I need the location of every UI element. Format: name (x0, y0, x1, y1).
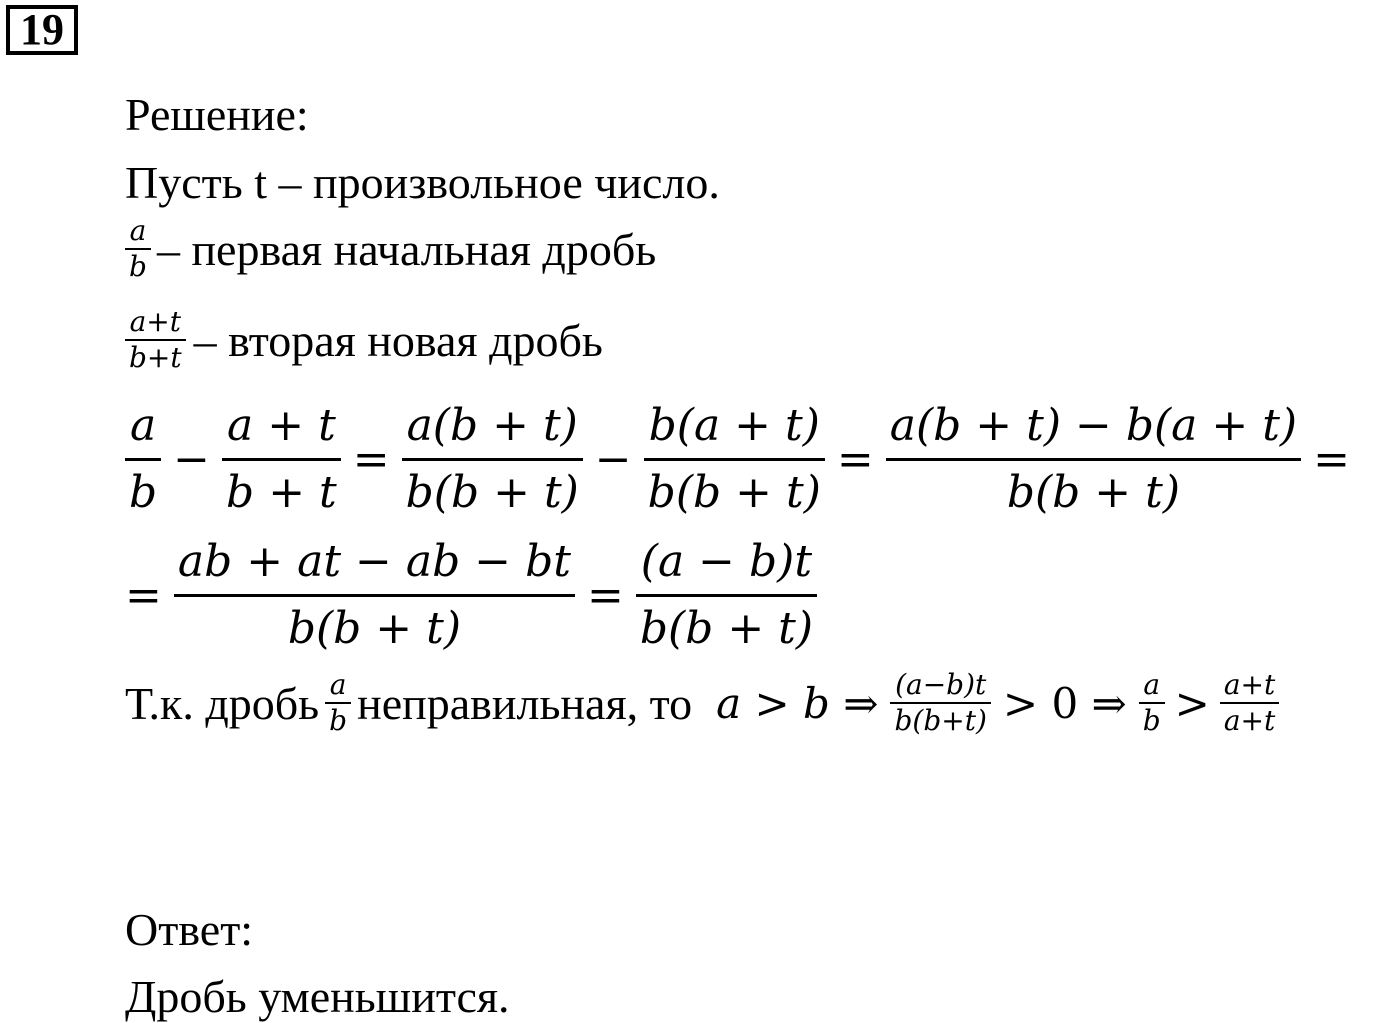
answer-label: Ответ: (125, 904, 254, 955)
problem-number: 19 (6, 5, 78, 55)
equation-line-1 (125, 394, 1362, 525)
fraction-denominator: b+t (129, 341, 182, 374)
fraction (125, 394, 161, 525)
fraction-numerator: ab + at − ab − bt (177, 536, 571, 587)
fraction-denominator: b(b + t) (1006, 467, 1180, 518)
second-fraction-caption: – вторая новая дробь (193, 314, 603, 366)
fraction-numerator: a+t (129, 305, 182, 338)
fraction (1139, 668, 1165, 738)
fraction-numerator: (a−b)t (895, 668, 987, 701)
fraction (222, 394, 341, 525)
fraction-numerator: b(a + t) (648, 400, 820, 451)
fraction (325, 668, 351, 738)
inequality-a-b: a > b ⇒ (716, 678, 879, 728)
answer-text: Дробь уменьшится. (125, 971, 510, 1022)
fraction-denominator: b(b + t) (405, 467, 579, 518)
fraction (1220, 668, 1279, 738)
fraction-denominator: b + t (226, 467, 337, 518)
fraction-denominator: b (129, 467, 158, 518)
equals-sign: = (836, 434, 874, 485)
let-statement: Пусть t – произвольное число. (125, 157, 720, 208)
first-fraction-line (125, 214, 656, 284)
fraction-numerator: a (329, 668, 347, 701)
equals-sign: = (352, 434, 390, 485)
fraction (174, 530, 575, 661)
fraction (636, 530, 817, 661)
equals-sign: = (125, 570, 162, 621)
fraction-numerator: a (129, 214, 147, 247)
first-fraction-caption: – первая начальная дробь (156, 223, 657, 275)
second-fraction (125, 305, 186, 375)
fraction-denominator: b (1142, 704, 1161, 737)
solution-label: Решение: (125, 89, 309, 140)
minus-sign: − (594, 434, 632, 485)
fraction (402, 394, 583, 525)
inequality-positive: > 0 ⇒ (1002, 678, 1127, 728)
fraction-numerator: a (1143, 668, 1161, 701)
fraction-numerator: a + t (227, 400, 336, 451)
fraction (890, 668, 990, 738)
fraction-numerator: (a − b)t (640, 536, 813, 587)
fraction-denominator: b(b + t) (287, 603, 461, 654)
fraction-numerator: a+t (1223, 668, 1276, 701)
fraction-denominator: b(b + t) (647, 467, 821, 518)
fraction-numerator: a(b + t) − b(a + t) (889, 400, 1298, 451)
conclusion-middle: неправильная, то (357, 677, 693, 729)
fraction-denominator: b (329, 704, 348, 737)
fraction-denominator: b(b + t) (639, 603, 814, 654)
equals-sign: = (1313, 434, 1350, 485)
fraction (886, 394, 1301, 525)
fraction-denominator: b(b+t) (894, 704, 987, 737)
fraction-numerator: a(b + t) (406, 400, 578, 451)
fraction-denominator: b (129, 250, 147, 283)
equals-sign: = (586, 570, 624, 621)
conclusion-line (125, 668, 1279, 738)
minus-sign: − (173, 434, 211, 485)
equation-line-2 (125, 530, 817, 661)
fraction-numerator: a (129, 400, 157, 451)
first-fraction (125, 214, 151, 284)
fraction-denominator: a+t (1223, 704, 1276, 737)
conclusion-prefix: Т.к. дробь (125, 677, 320, 729)
greater-sign: > (1174, 678, 1210, 728)
fraction (644, 394, 825, 525)
second-fraction-line (125, 305, 603, 375)
